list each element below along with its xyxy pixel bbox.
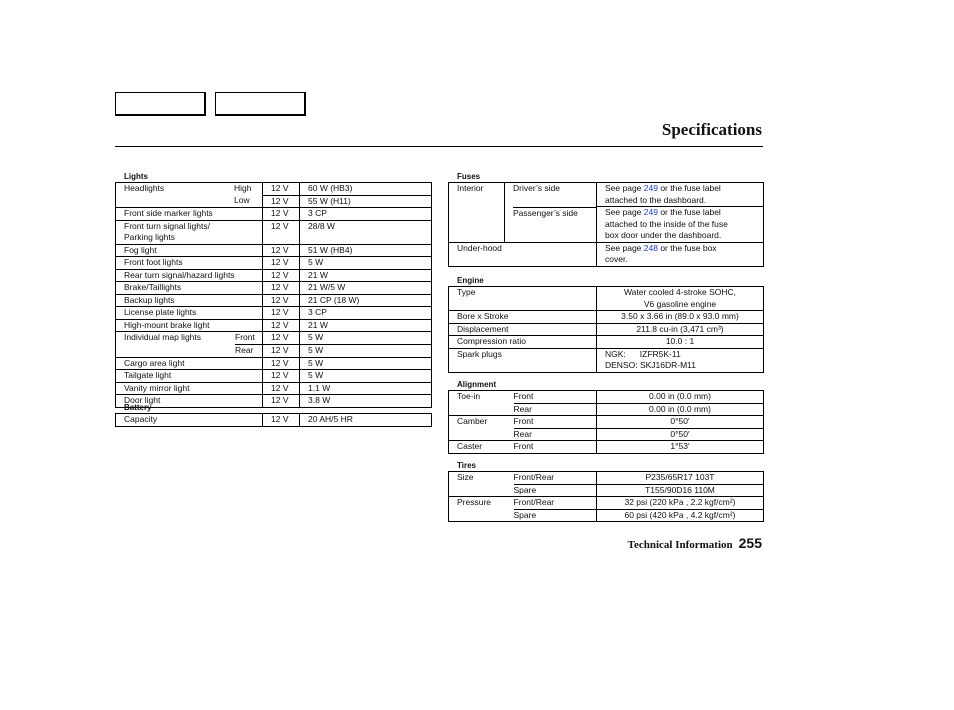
size-front-rear: Front/Rear [514, 472, 597, 485]
battery-voltage: 12 V [263, 414, 300, 427]
fuse-underhood-info: See page 248 or the fuse box cover. [597, 242, 764, 266]
page-title: Specifications [661, 120, 762, 139]
page-number: 255 [738, 535, 762, 551]
table-row: Front side marker lights 12 V 3 CP [116, 208, 432, 221]
displacement-value: 211.8 cu-in (3,471 cm³) [597, 323, 764, 336]
tires-heading: Tires [457, 461, 476, 470]
table-row: Front turn signal lights/ Parking lights 12 V 28/8 W [116, 220, 432, 244]
page-link-248[interactable]: 248 [643, 242, 658, 253]
fuses-table [448, 182, 764, 267]
fuse-passenger-info: See page 249 or the fuse label attached to the inside of the fuse box door under the dashboard. [597, 207, 764, 243]
camber-front: Front [514, 416, 597, 429]
size-spare: Spare [514, 484, 597, 497]
table-row: High-mount brake light 12 V 21 W [116, 319, 432, 332]
table-row: Tailgate light 12 V 5 W [116, 370, 432, 383]
table-row: Fog light 12 V 51 W (HB4) [116, 244, 432, 257]
toe-rear-value: 0.00 in (0.0 mm) [597, 403, 764, 416]
camber-front-value: 0°50′ [597, 416, 764, 429]
table-row: Door light 12 V 3.8 W [116, 395, 432, 408]
toe-rear: Rear [514, 403, 597, 416]
toe-front: Front [514, 391, 597, 404]
battery-table [115, 413, 432, 427]
engine-heading: Engine [457, 276, 484, 285]
size-spare-value: T155/90D16 110M [597, 484, 764, 497]
battery-heading: Battery [124, 403, 152, 412]
toe-front-value: 0.00 in (0.0 mm) [649, 391, 711, 401]
fuse-underhood-label: Under-hood [449, 242, 597, 266]
table-row: Individual map lights Front 12 V 5 W [116, 332, 432, 345]
compression-value: 10.0 : 1 [597, 336, 764, 349]
engine-table [448, 286, 764, 373]
pressure-spare: Spare [514, 509, 597, 522]
table-row: Cargo area light 12 V 5 W [116, 357, 432, 370]
table-row: Front foot lights 12 V 5 W [116, 257, 432, 270]
page-link-249b[interactable]: 249 [643, 207, 658, 217]
spark-label: Spark plugs [449, 348, 597, 372]
tire-pressure-label: Pressure [449, 497, 514, 522]
table-row: License plate lights 12 V 3 CP [116, 307, 432, 320]
camber-rear: Rear [514, 428, 597, 441]
tires-table [448, 471, 764, 522]
nav-tab-1[interactable] [115, 92, 206, 116]
fuse-driver-label: Driver’s side [513, 183, 560, 193]
toe-label: Toe-in [457, 391, 481, 401]
table-row: Rear turn signal/hazard lights 12 V 21 W [116, 269, 432, 282]
table-row: Vanity mirror light 12 V 1.1 W [116, 382, 432, 395]
lights-table [115, 182, 432, 408]
spark-value: NGK: IZFR5K-11 DENSO: SKJ16DR-M11 [597, 348, 764, 372]
alignment-heading: Alignment [457, 380, 497, 389]
pressure-spare-value: 60 psi (420 kPa , 4.2 kgf/cm²) [597, 509, 764, 522]
pressure-front-rear: Front/Rear [514, 497, 597, 510]
fuse-passenger-label: Passenger’s side [513, 207, 596, 220]
bore-value: 3.50 x 3.66 in (89.0 x 93.0 mm) [597, 311, 764, 324]
fuses-heading: Fuses [457, 172, 481, 181]
tire-size-label: Size [457, 472, 474, 482]
fuse-interior-label: Interior [449, 183, 505, 243]
bore-label: Bore x Stroke [449, 311, 597, 324]
caster-label: Caster [449, 441, 514, 454]
camber-rear-value: 0°50′ [597, 428, 764, 441]
table-row: Rear 12 V 5 W [116, 344, 432, 357]
pressure-front-rear-value: 32 psi (220 kPa , 2.2 kgf/cm²) [597, 497, 764, 510]
size-front-rear-value: P235/65R17 103T [645, 472, 715, 482]
page-link-249[interactable]: 249 [643, 183, 658, 193]
alignment-table [448, 390, 764, 454]
table-row: Backup lights 12 V 21 CP (18 W) [116, 294, 432, 307]
table-row: Brake/Taillights 12 V 21 W/5 W [116, 282, 432, 295]
table-row: Headlights High 12 V 60 W (HB3) [116, 183, 432, 196]
caster-front-value: 1°53′ [597, 441, 764, 454]
battery-value: 20 AH/5 HR [308, 414, 353, 424]
footer [560, 535, 762, 553]
lights-heading: Lights [124, 172, 148, 181]
engine-type-value: Water cooled 4-stroke SOHC, V6 gasoline engine [623, 287, 737, 309]
caster-front: Front [514, 441, 597, 454]
title-rule [115, 146, 763, 147]
compression-label: Compression ratio [449, 336, 597, 349]
engine-type-label: Type [449, 287, 597, 311]
fuse-driver-info: See page 249 or the fuse label attached to the dashboard. [605, 183, 721, 205]
footer-label: Technical Information [627, 539, 733, 551]
camber-label: Camber [449, 416, 514, 441]
table-row: Low 12 V 55 W (H11) [116, 195, 432, 208]
displacement-label: Displacement [449, 323, 597, 336]
nav-tab-2[interactable] [215, 92, 306, 116]
battery-label: Capacity [116, 414, 263, 427]
